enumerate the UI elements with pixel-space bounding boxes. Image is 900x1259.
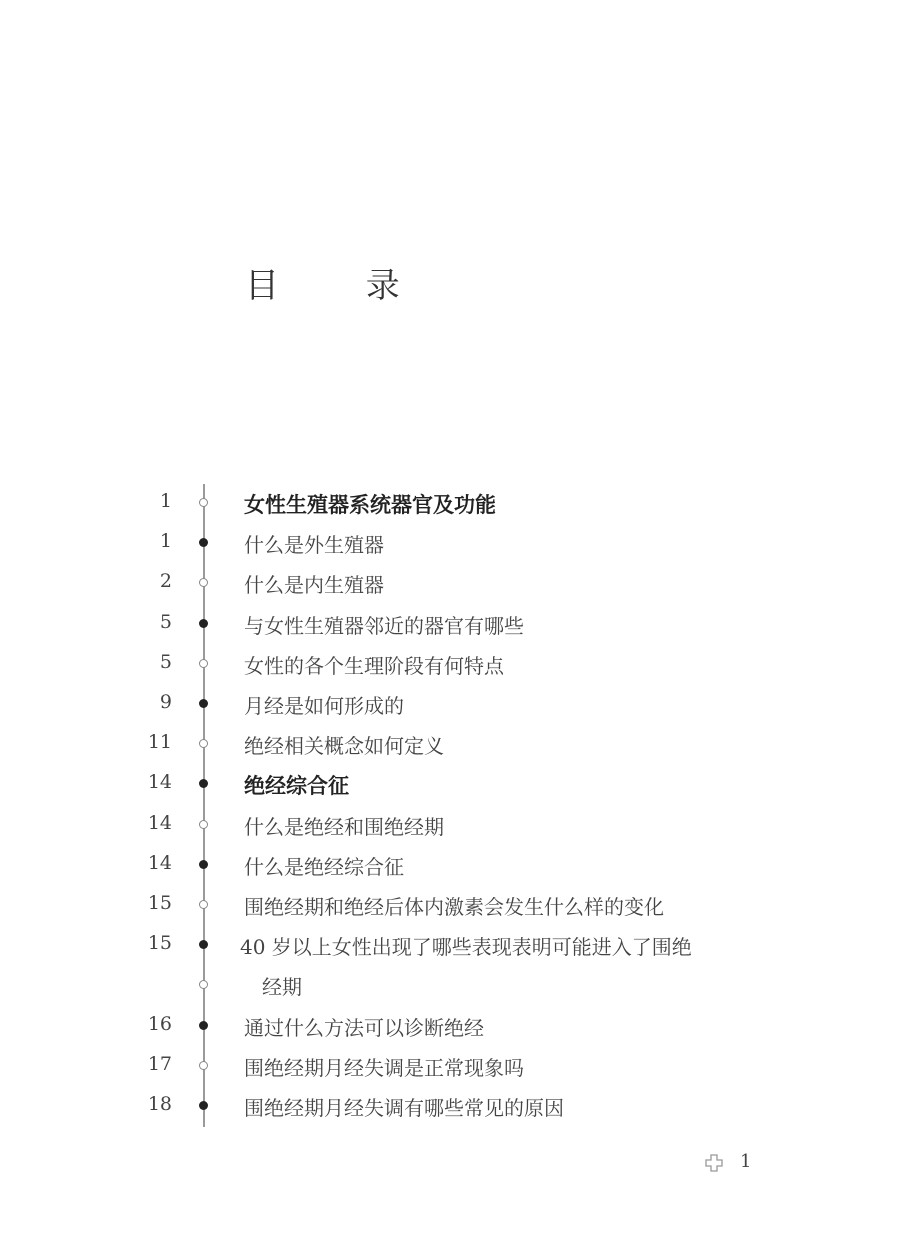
- hollow-dot-icon: [199, 1061, 208, 1070]
- filled-dot-icon: [199, 538, 208, 547]
- toc-entry-text: 围绝经期月经失调是正常现象吗: [244, 1055, 524, 1080]
- toc-page-number: 14: [147, 851, 172, 874]
- toc-section-heading: 女性生殖器系统器官及功能: [244, 493, 496, 517]
- toc-page-number: 1: [159, 530, 172, 553]
- toc-page-number: 14: [147, 811, 172, 834]
- hollow-dot-icon: [199, 498, 208, 507]
- page-title: 目 录: [245, 266, 438, 306]
- toc-page-number: 1: [159, 490, 172, 512]
- toc-entry-text: 绝经相关概念如何定义: [244, 734, 444, 759]
- toc-page-number: 15: [147, 932, 172, 955]
- toc-entry-text: 与女性生殖器邻近的器官有哪些: [244, 613, 524, 638]
- toc-row[interactable]: [0, 924, 900, 964]
- filled-dot-icon: [199, 779, 208, 788]
- toc-page-number: 15: [147, 892, 172, 914]
- toc-row[interactable]: [0, 1085, 900, 1125]
- toc-row[interactable]: [0, 884, 900, 924]
- toc-entry-text: 经期: [262, 975, 302, 1000]
- toc-entry-text: 女性的各个生理阶段有何特点: [244, 653, 504, 678]
- toc-page-number: 5: [159, 650, 172, 673]
- toc-entry-text: 围绝经期和绝经后体内激素会发生什么样的变化: [244, 895, 664, 919]
- toc-row[interactable]: [0, 562, 900, 602]
- toc-page-number: 17: [147, 1052, 172, 1075]
- toc-entry-text: 什么是绝经综合征: [244, 854, 404, 879]
- filled-dot-icon: [199, 940, 208, 949]
- hollow-dot-icon: [199, 739, 208, 748]
- toc-row[interactable]: [0, 603, 900, 643]
- toc-row[interactable]: [0, 763, 900, 803]
- toc-entry-text: 40 岁以上女性出现了哪些表现表明可能进入了围绝: [240, 935, 692, 960]
- toc-row[interactable]: [0, 482, 900, 522]
- toc-page-number: 14: [147, 771, 172, 794]
- toc-page-number: 2: [159, 570, 172, 593]
- hollow-dot-icon: [199, 900, 208, 909]
- filled-dot-icon: [199, 619, 208, 628]
- toc-page-number: 18: [147, 1093, 172, 1115]
- toc-entry-text: 月经是如何形成的: [244, 694, 404, 718]
- hollow-dot-icon: [199, 578, 208, 587]
- toc-entry-text: 通过什么方法可以诊断绝经: [244, 1015, 484, 1040]
- toc-row[interactable]: [0, 522, 900, 562]
- toc-page-number: 11: [147, 731, 172, 754]
- filled-dot-icon: [199, 699, 208, 708]
- toc-row[interactable]: [0, 804, 900, 844]
- toc-page-number: 9: [159, 691, 172, 713]
- filled-dot-icon: [199, 860, 208, 869]
- toc-page-number: 16: [147, 1012, 172, 1035]
- hollow-dot-icon: [199, 980, 208, 989]
- toc-entry-text: 什么是外生殖器: [244, 533, 384, 558]
- hollow-dot-icon: [199, 820, 208, 829]
- cross-icon: [705, 1154, 723, 1172]
- page-number: 1: [740, 1151, 752, 1172]
- toc-row[interactable]: [0, 683, 900, 723]
- hollow-dot-icon: [199, 659, 208, 668]
- toc-entry-text: 围绝经期月经失调有哪些常见的原因: [244, 1096, 564, 1120]
- toc-entry-text: 什么是内生殖器: [244, 573, 384, 598]
- toc-row[interactable]: [0, 1005, 900, 1045]
- toc-row[interactable]: [0, 1045, 900, 1085]
- toc-row[interactable]: [0, 723, 900, 763]
- toc-row[interactable]: [0, 643, 900, 683]
- toc-row[interactable]: [0, 844, 900, 884]
- filled-dot-icon: [199, 1021, 208, 1030]
- toc-entry-text: 什么是绝经和围绝经期: [244, 814, 444, 839]
- toc-page-number: 5: [159, 610, 172, 633]
- toc-row[interactable]: [0, 964, 900, 1004]
- toc-section-heading: 绝经综合征: [244, 774, 349, 799]
- filled-dot-icon: [199, 1101, 208, 1110]
